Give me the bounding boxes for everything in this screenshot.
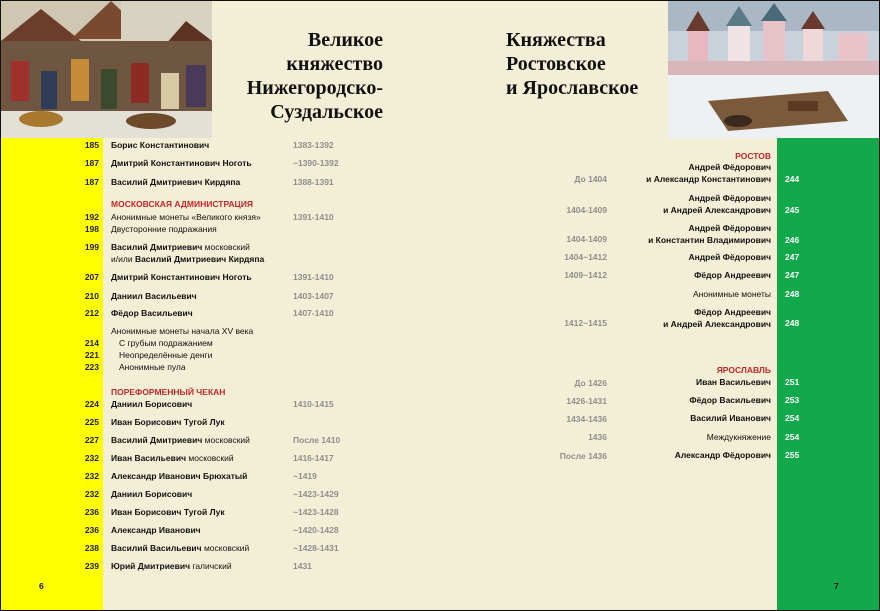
ruler-name: Василий Иванович <box>690 413 771 423</box>
ruler-name: Андрей Фёдорович <box>688 252 771 262</box>
reign-date: После 1410 <box>293 435 341 445</box>
ruler-name: и Константин Владимирович <box>648 235 771 245</box>
catalog-number: 232 <box>84 489 99 499</box>
page-number-right: 7 <box>834 581 839 591</box>
catalog-number: 207 <box>84 272 99 282</box>
catalog-number: 210 <box>84 291 99 301</box>
reign-date: ~1390-1392 <box>293 158 339 168</box>
catalog-number: 255 <box>785 450 800 460</box>
ruler-name: Дмитрий Константинович Ноготь <box>111 272 252 282</box>
coin-type: Анонимные монеты «Великого князя» <box>111 212 261 222</box>
ruler-name: Александр Иванович <box>111 525 201 535</box>
reign-date: ~1420-1428 <box>293 525 339 535</box>
reign-date: 1426-1431 <box>566 396 607 406</box>
catalog-number: 223 <box>84 362 99 372</box>
reign-date: 1391-1410 <box>293 272 334 282</box>
reign-date: 1431 <box>293 561 312 571</box>
ruler-name: Александр Фёдорович <box>674 450 771 460</box>
catalog-number: 225 <box>84 417 99 427</box>
ruler-name: Фёдор Андреевич <box>694 270 771 280</box>
catalog-number: 247 <box>785 270 800 280</box>
ruler-name: Фёдор Васильевич <box>111 308 193 318</box>
ruler-name: Иван Борисович Тугой Лук <box>111 417 225 427</box>
catalog-number: 245 <box>785 205 800 215</box>
catalog-number: 212 <box>84 308 99 318</box>
section-heading-moscow-admin: МОСКОВСКАЯ АДМИНИСТРАЦИЯ <box>111 199 253 209</box>
interregnum-label: Междукняжение <box>706 432 771 442</box>
reign-date: 1403-1407 <box>293 291 334 301</box>
catalog-number: 246 <box>785 235 800 245</box>
ruler-name: и Александр Константинович <box>646 174 771 184</box>
catalog-number: 185 <box>84 140 99 150</box>
coin-type: Двусторонние подражания <box>111 224 217 234</box>
ruler-name: Юрий Дмитриевич галичский <box>111 561 232 571</box>
ruler-name: Дмитрий Константинович Ноготь <box>111 158 252 168</box>
catalog-number: 224 <box>84 399 99 409</box>
section-heading-rostov: РОСТОВ <box>735 151 771 161</box>
catalog-number: 254 <box>785 432 800 442</box>
ruler-name: и Андрей Александрович <box>663 205 771 215</box>
ruler-name: и Андрей Александрович <box>663 319 771 329</box>
ruler-name: Андрей Фёдорович <box>688 162 771 172</box>
catalog-number: 238 <box>84 543 99 553</box>
reign-date: После 1436 <box>559 451 607 461</box>
group-heading-anonymous: Анонимные монеты начала XV века <box>111 326 254 336</box>
catalog-number: 247 <box>785 252 800 262</box>
left-section-title: Великое княжество Нижегородско- Суздальское <box>246 29 383 123</box>
reign-date: 1436 <box>588 432 607 442</box>
coin-type: С грубым подражанием <box>119 338 213 348</box>
catalog-number: 227 <box>84 435 99 445</box>
reign-date: ~1419 <box>293 471 317 481</box>
section-heading-post-reform: ПОРЕФОРМЕННЫЙ ЧЕКАН <box>111 387 226 397</box>
ruler-name: Василий Дмитриевич московский <box>111 435 250 445</box>
ruler-name: Борис Константинович <box>111 140 210 150</box>
reign-date: 1416-1417 <box>293 453 334 463</box>
reign-date: 1409~1412 <box>564 270 607 280</box>
ruler-name: Даниил Васильевич <box>111 291 197 301</box>
reign-date: 1404~1412 <box>564 252 607 262</box>
catalog-number: 199 <box>84 242 99 252</box>
ruler-name: Фёдор Васильевич <box>689 395 771 405</box>
reign-date: 1388-1391 <box>293 177 334 187</box>
catalog-number: 232 <box>84 471 99 481</box>
ruler-name: Андрей Фёдорович <box>688 193 771 203</box>
reign-date: 1434-1436 <box>566 414 607 424</box>
reign-date: ~1423-1429 <box>293 489 339 499</box>
reign-date: 1383-1392 <box>293 140 334 150</box>
catalog-number: 187 <box>84 177 99 187</box>
catalog-number: 214 <box>84 338 99 348</box>
coin-type: Анонимные пула <box>119 362 186 372</box>
ruler-name: Фёдор Андреевич <box>694 307 771 317</box>
reign-date: ~1428-1431 <box>293 543 339 553</box>
reign-date: 1391-1410 <box>293 212 334 222</box>
ruler-name: Василий Дмитриевич московский <box>111 242 250 252</box>
ruler-name: Иван Васильевич московский <box>111 453 234 463</box>
ruler-name: Даниил Борисович <box>111 399 193 409</box>
coin-type: Анонимные монеты <box>693 289 771 299</box>
catalog-number: 244 <box>785 174 800 184</box>
catalog-number: 253 <box>785 395 800 405</box>
page-number-left: 6 <box>39 581 44 591</box>
coin-type: Неопределённые денги <box>119 350 213 360</box>
catalog-number: 248 <box>785 289 800 299</box>
right-section-title: Княжества Ростовское и Ярославское <box>506 29 639 99</box>
reign-date: ~1423-1428 <box>293 507 339 517</box>
ruler-name: Иван Борисович Тугой Лук <box>111 507 225 517</box>
catalog-number: 236 <box>84 525 99 535</box>
reign-date: До 1404 <box>574 174 607 184</box>
ruler-name: Василий Васильевич московский <box>111 543 250 553</box>
ruler-name: Василий Дмитриевич Кирдяпа <box>111 177 241 187</box>
catalog-number: 221 <box>84 350 99 360</box>
catalog-number: 236 <box>84 507 99 517</box>
reign-date: 1410-1415 <box>293 399 334 409</box>
catalog-number: 239 <box>84 561 99 571</box>
left-margin-band <box>1 138 103 610</box>
section-heading-yaroslavl: ЯРОСЛАВЛЬ <box>716 365 771 375</box>
ruler-name: Андрей Фёдорович <box>688 223 771 233</box>
ruler-name: Александр Иванович Брюхатый <box>111 471 248 481</box>
ruler-name: Даниил Борисович <box>111 489 193 499</box>
ruler-name-alt: и/или Василий Дмитриевич Кирдяпа <box>111 254 265 264</box>
market-painting-image <box>1 1 212 138</box>
reign-date: 1404-1409 <box>566 205 607 215</box>
catalog-number: 251 <box>785 377 800 387</box>
reign-date: До 1426 <box>574 378 607 388</box>
ruler-name: Иван Васильевич <box>695 377 771 387</box>
catalog-number: 198 <box>84 224 99 234</box>
reign-date: 1407-1410 <box>293 308 334 318</box>
catalog-number: 248 <box>785 318 800 328</box>
catalog-number: 192 <box>84 212 99 222</box>
reign-date: 1404-1409 <box>566 234 607 244</box>
catalog-number: 187 <box>84 158 99 168</box>
catalog-number: 232 <box>84 453 99 463</box>
reign-date: 1412~1415 <box>564 318 607 328</box>
catalog-number: 254 <box>785 413 800 423</box>
